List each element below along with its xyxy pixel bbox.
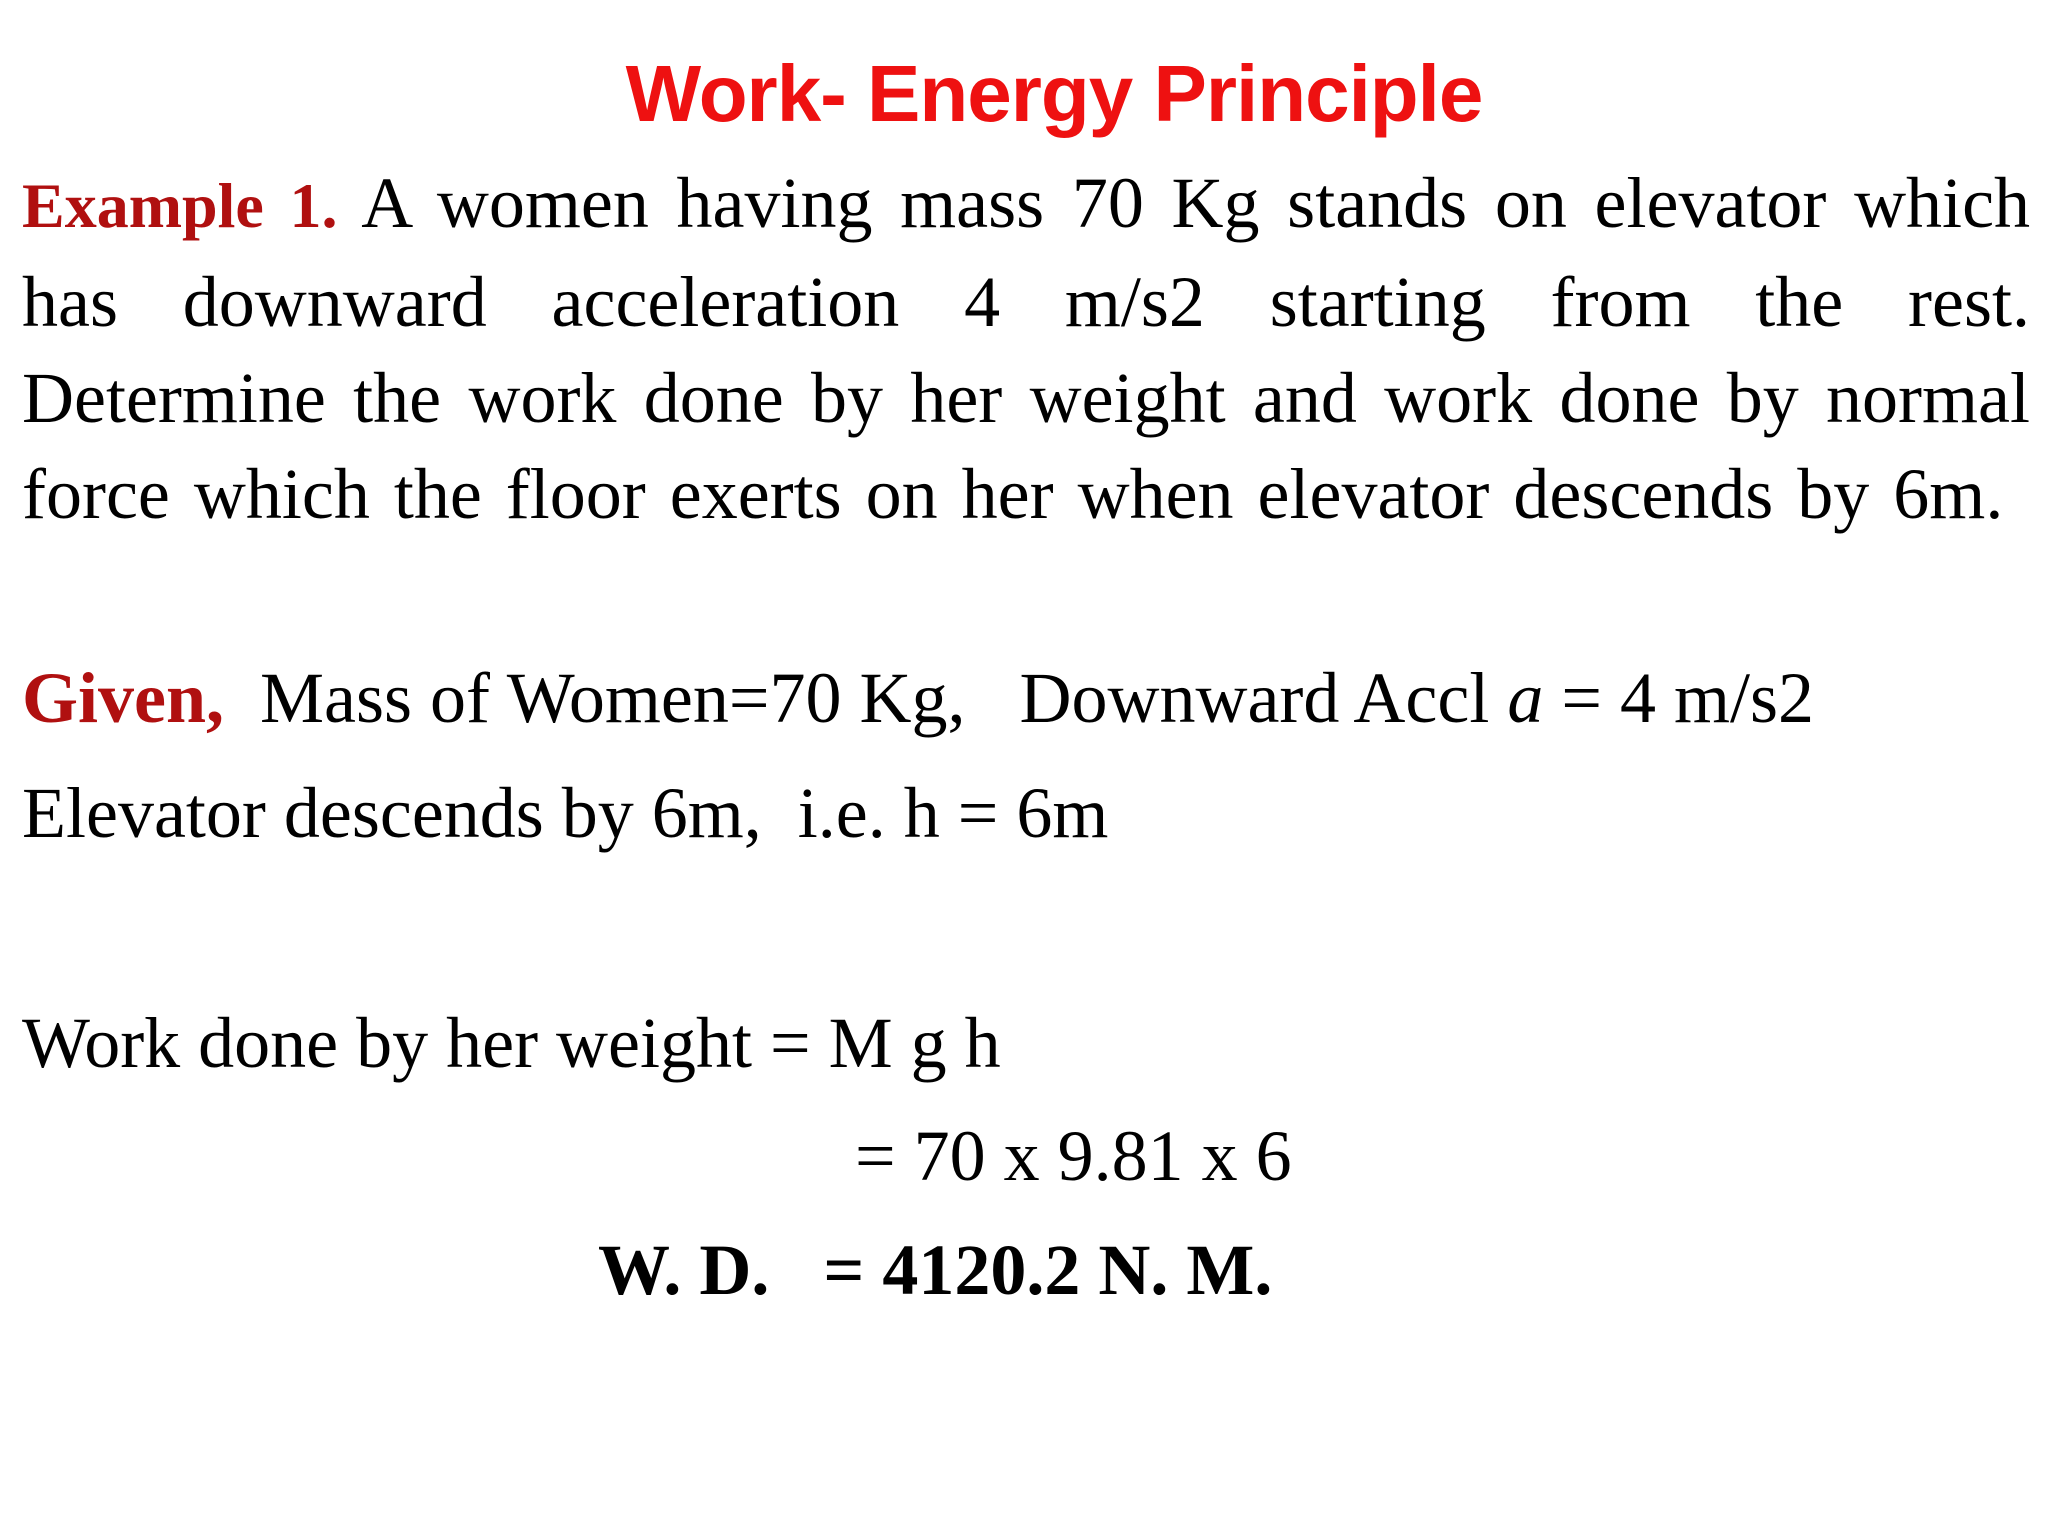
given-label: Given, [22, 658, 225, 738]
example-label: Example 1. [22, 170, 338, 241]
given-accel-prefix: Downward Accl [1019, 658, 1490, 738]
given-line [22, 650, 1814, 746]
slide-title: Work- Energy Principle [625, 49, 1483, 138]
given-accel-value: = 4 m/s2 [1561, 658, 1814, 738]
work-formula-line: Work done by her weight = M g h [22, 1003, 1001, 1083]
descent-line [22, 765, 1108, 861]
work-substitution-line: = 70 x 9.81 x 6 [855, 1116, 1292, 1196]
problem-text: A women having mass 70 Kg stands on elevator which has downward acceleration 4 m/s2 starting from the rest. Determine the work done by her weight and work done by normal force which the floor exerts on her when elevator descends by 6m. [22, 163, 2031, 534]
result-value: = 4120.2 N. M. [823, 1230, 1273, 1310]
given-accel-symbol: a [1507, 658, 1544, 738]
work-result-line [598, 1222, 1272, 1318]
problem-statement [22, 155, 2030, 542]
given-mass: Mass of Women=70 Kg, [260, 658, 966, 738]
descent-text: Elevator descends by 6m, [22, 773, 762, 853]
result-label: W. D. [598, 1230, 770, 1310]
height-text: i.e. h = 6m [797, 773, 1109, 853]
